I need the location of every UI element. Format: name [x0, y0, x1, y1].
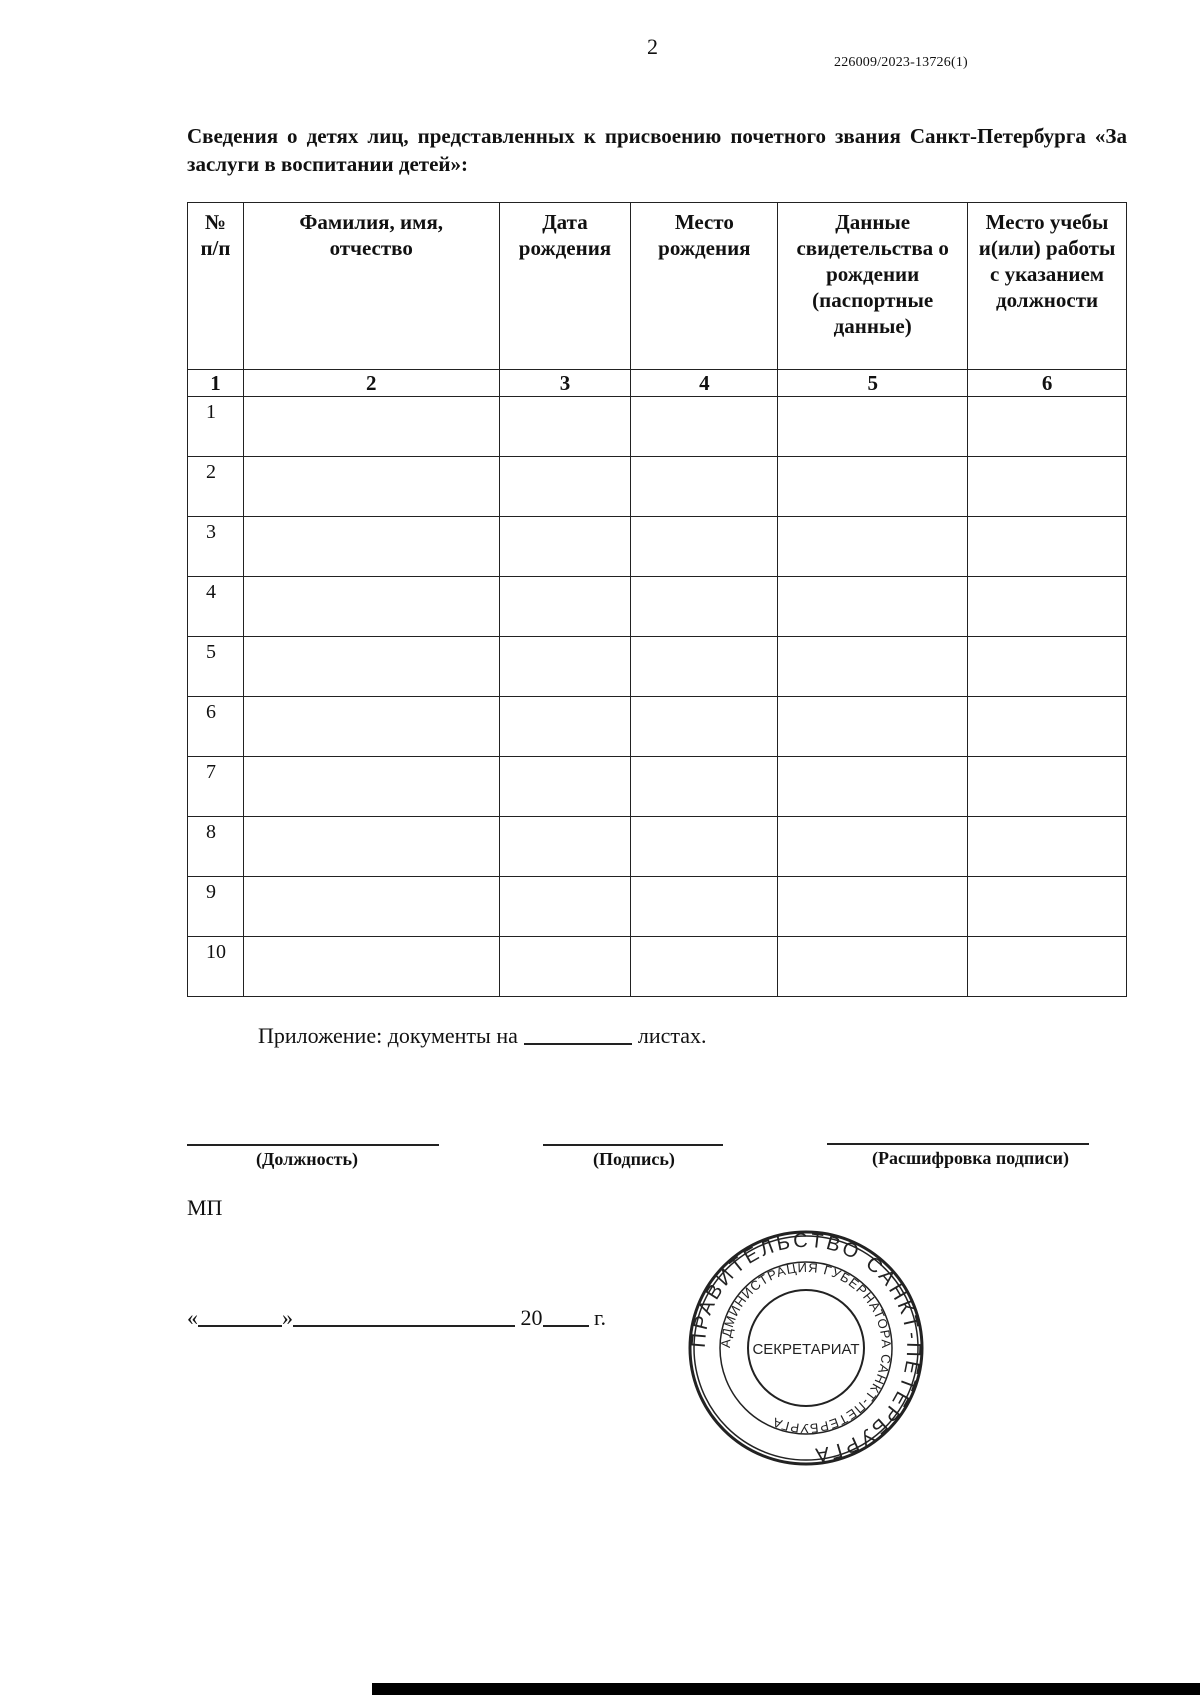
row-number: 2: [188, 457, 244, 517]
birth-place-cell[interactable]: [631, 877, 778, 937]
study-work-cell[interactable]: [968, 637, 1127, 697]
row-number: 8: [188, 817, 244, 877]
table-row: [188, 637, 1127, 697]
seal-center-text: СЕКРЕТАРИАТ: [752, 1341, 860, 1358]
decoding-label: (Расшифровка подписи): [872, 1148, 1069, 1168]
header-birth-place: Место рождения: [631, 203, 778, 370]
birth-date-cell[interactable]: [499, 517, 631, 577]
table-row: [188, 877, 1127, 937]
full-name-cell[interactable]: [243, 637, 499, 697]
full-name-cell[interactable]: [243, 517, 499, 577]
open-quote: «: [187, 1305, 198, 1330]
year-prefix: 20: [520, 1305, 543, 1330]
birth-date-cell[interactable]: [499, 817, 631, 877]
birth-certificate-cell[interactable]: [778, 637, 968, 697]
row-number: 6: [188, 697, 244, 757]
column-number: 4: [631, 370, 778, 397]
birth-place-cell[interactable]: [631, 517, 778, 577]
study-work-cell[interactable]: [968, 577, 1127, 637]
full-name-cell[interactable]: [243, 397, 499, 457]
table-row: [188, 757, 1127, 817]
decoding-line[interactable]: [827, 1143, 1089, 1145]
table-row: [188, 697, 1127, 757]
birth-certificate-cell[interactable]: [778, 937, 968, 997]
birth-certificate-cell[interactable]: [778, 757, 968, 817]
birth-certificate-cell[interactable]: [778, 577, 968, 637]
header-birth-certificate: Данные свидетельства о рождении (паспортные данные): [778, 203, 968, 370]
birth-place-cell[interactable]: [631, 637, 778, 697]
sheet-count-blank[interactable]: [524, 1023, 632, 1045]
close-quote: »: [282, 1305, 293, 1330]
full-name-cell[interactable]: [243, 577, 499, 637]
column-number: 3: [499, 370, 631, 397]
full-name-cell[interactable]: [243, 697, 499, 757]
table-row: [188, 517, 1127, 577]
full-name-cell[interactable]: [243, 457, 499, 517]
birth-certificate-cell[interactable]: [778, 817, 968, 877]
birth-place-cell[interactable]: [631, 697, 778, 757]
study-work-cell[interactable]: [968, 517, 1127, 577]
row-number: 9: [188, 877, 244, 937]
birth-certificate-cell[interactable]: [778, 517, 968, 577]
birth-date-cell[interactable]: [499, 757, 631, 817]
column-number: 5: [778, 370, 968, 397]
year-suffix: г.: [594, 1305, 607, 1330]
birth-certificate-cell[interactable]: [778, 877, 968, 937]
birth-date-cell[interactable]: [499, 697, 631, 757]
day-blank[interactable]: [198, 1307, 282, 1327]
table-header-row: [188, 203, 1127, 370]
table-row: [188, 937, 1127, 997]
official-seal: [688, 1230, 924, 1466]
month-blank[interactable]: [293, 1307, 515, 1327]
row-number: 5: [188, 637, 244, 697]
section-heading: Сведения о детях лиц, представленных к присвоению почетного звания Санкт-Петербурга «За заслуги в воспитании детей»:: [187, 124, 1127, 176]
birth-certificate-cell[interactable]: [778, 397, 968, 457]
birth-certificate-cell[interactable]: [778, 457, 968, 517]
appendix-prefix: Приложение: документы на: [258, 1023, 518, 1048]
header-full-name: Фамилия, имя, отчество: [243, 203, 499, 370]
date-line: [187, 1305, 606, 1331]
row-number: 7: [188, 757, 244, 817]
row-number: 1: [188, 397, 244, 457]
birth-date-cell[interactable]: [499, 577, 631, 637]
position-label: (Должность): [256, 1149, 359, 1169]
birth-place-cell[interactable]: [631, 577, 778, 637]
signature-label: (Подпись): [593, 1149, 675, 1169]
birth-place-cell[interactable]: [631, 817, 778, 877]
birth-place-cell[interactable]: [631, 757, 778, 817]
full-name-cell[interactable]: [243, 817, 499, 877]
column-number: 2: [243, 370, 499, 397]
full-name-cell[interactable]: [243, 877, 499, 937]
signature-line[interactable]: [543, 1144, 723, 1146]
seal-outer-text: ПРАВИТЕЛЬСТВО САНКТ-ПЕТЕРБУРГА: [688, 1230, 924, 1466]
birth-date-cell[interactable]: [499, 397, 631, 457]
birth-date-cell[interactable]: [499, 637, 631, 697]
row-number: 4: [188, 577, 244, 637]
study-work-cell[interactable]: [968, 937, 1127, 997]
birth-place-cell[interactable]: [631, 937, 778, 997]
document-reference: 226009/2023-13726(1): [834, 55, 968, 70]
year-blank[interactable]: [543, 1307, 589, 1327]
table-row: [188, 457, 1127, 517]
row-number: 3: [188, 517, 244, 577]
stamp-place-label: МП: [187, 1195, 223, 1220]
seal-inner-text: АДМИНИСТРАЦИЯ ГУБЕРНАТОРА САНКТ-ПЕТЕРБУРГА: [717, 1259, 895, 1437]
header-study-work-place: Место учебы и(или) работы с указанием должности: [968, 203, 1127, 370]
study-work-cell[interactable]: [968, 697, 1127, 757]
appendix-line: [258, 1023, 707, 1049]
column-number: 1: [188, 370, 244, 397]
table-row: [188, 397, 1127, 457]
study-work-cell[interactable]: [968, 397, 1127, 457]
page-number: 2: [647, 34, 658, 59]
study-work-cell[interactable]: [968, 817, 1127, 877]
header-birth-date: Дата рождения: [499, 203, 631, 370]
table-row: [188, 577, 1127, 637]
birth-date-cell[interactable]: [499, 877, 631, 937]
birth-certificate-cell[interactable]: [778, 697, 968, 757]
scan-edge-bar: [372, 1683, 1200, 1695]
position-line[interactable]: [187, 1144, 439, 1146]
birth-place-cell[interactable]: [631, 397, 778, 457]
study-work-cell[interactable]: [968, 877, 1127, 937]
full-name-cell[interactable]: [243, 937, 499, 997]
study-work-cell[interactable]: [968, 457, 1127, 517]
children-table: [187, 202, 1127, 997]
study-work-cell[interactable]: [968, 757, 1127, 817]
row-number: 10: [188, 937, 244, 997]
birth-date-cell[interactable]: [499, 937, 631, 997]
birth-place-cell[interactable]: [631, 457, 778, 517]
column-number: 6: [968, 370, 1127, 397]
full-name-cell[interactable]: [243, 757, 499, 817]
column-number-row: [188, 370, 1127, 397]
header-number: № п/п: [188, 203, 244, 370]
table-row: [188, 817, 1127, 877]
appendix-suffix: листах.: [637, 1023, 707, 1048]
birth-date-cell[interactable]: [499, 457, 631, 517]
